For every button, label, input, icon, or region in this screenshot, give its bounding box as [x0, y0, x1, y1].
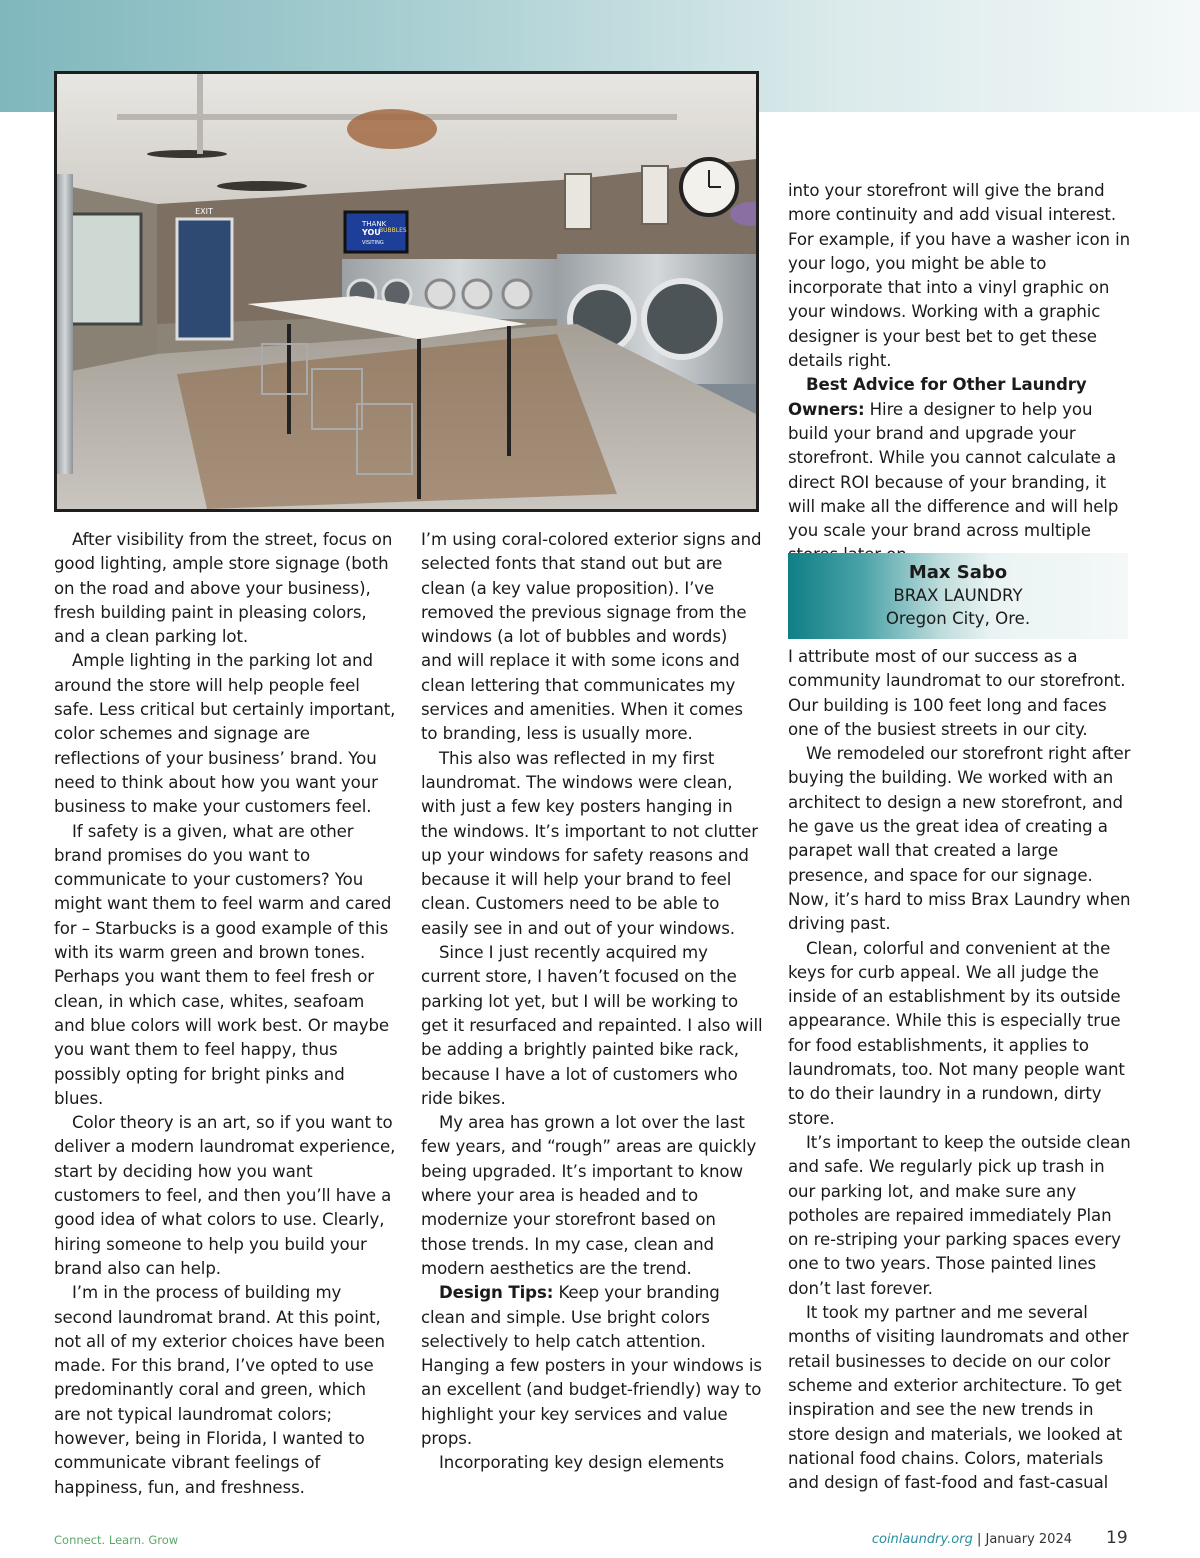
paragraph: It took my partner and me several months of visiting laundromats and other retail businesses to decide on our color scheme and exterior architecture. To get inspiration and see the new trends in store design and materials, we looked at national food chains. Colors, materials and design of fast-food and fast-casual — [788, 1303, 1129, 1493]
footer-site-link[interactable]: coinlaundry.org — [871, 1532, 973, 1547]
exit-sign: EXIT — [195, 207, 213, 216]
footer-info — [872, 1532, 1072, 1547]
best-advice-heading: Best Advice for Other Laundry Owners: — [788, 375, 1087, 419]
profile-company: BRAX LAUNDRY — [893, 586, 1023, 605]
paragraph: Ample lighting in the parking lot and around the store will help people feel safe. Less critical but certainly important, color schemes and signage are reflections of your business’ brand. You need to think about how you want your business to make your customers feel. — [54, 651, 396, 817]
design-tips-paragraph: Design Tips: Keep your branding clean and simple. Use bright colors selectively to help catch attention. Hanging a few posters in your windows is an excellent (and budget-friendly) way to highlight your key services and value props. — [421, 1283, 762, 1448]
footer-tagline: Connect. Learn. Grow — [54, 1533, 179, 1547]
paragraph: Incorporating key design elements — [439, 1453, 725, 1473]
design-tips-heading: Design Tips: — [439, 1283, 554, 1303]
article-column-1 — [54, 528, 396, 1500]
paragraph: My area has grown a lot over the last few years, and “rough” areas are quickly being upgraded. It’s important to know where your area is headed and to modernize your storefront based on those trends. In my case, clean and modern aesthetics are the trend. — [421, 1113, 757, 1278]
paragraph: Since I just recently acquired my current store, I haven’t focused on the parking lot yet, but I will be working to get it resurfaced and repainted. I also will be adding a brightly painted bike rack, because I have a lot of customers who ride bikes. — [421, 943, 763, 1108]
svg-text:VISITING: VISITING — [362, 240, 384, 246]
page-number: 19 — [1106, 1528, 1128, 1548]
paragraph: We remodeled our storefront right after buying the building. We worked with an architect to design a new storefront, and he gave us the great idea of creating a parapet wall that created a large presence, and space for our signage. Now, it’s hard to miss Brax Laundry when driving past. — [788, 744, 1131, 934]
article-column-2 — [421, 528, 763, 1476]
svg-text:THANK: THANK — [362, 220, 387, 228]
svg-text:YOU: YOU — [362, 228, 381, 237]
paragraph: Color theory is an art, so if you want to deliver a modern laundromat experience, start by deciding how you want customers to feel, and then you’ll have a good idea of what colors to use. Clearly, hiring someone to help you build your brand also can help. — [54, 1113, 396, 1278]
article-column-3-top — [788, 179, 1133, 568]
paragraph: Clean, colorful and convenient at the keys for curb appeal. We all judge the inside of an establishment by its outside appearance. While this is especially true for food establishments, it applies to laundromats, too. Not many people want to do their laundry in a rundown, dirty store. — [788, 938, 1125, 1128]
footer-issue: January 2024 — [985, 1532, 1072, 1547]
best-advice-paragraph: Best Advice for Other Laundry Owners: Hire a designer to help you build your brand and upgrade your storefront. While you cannot calculate a direct ROI because of your branding, it will make all the difference and will help you scale your brand across multiple — [788, 375, 1119, 541]
paragraph: I attribute most of our success as a community laundromat to our storefront. Our building is 100 feet long and faces one of the busiest streets in our city. — [788, 647, 1126, 739]
paragraph: If safety is a given, what are other brand promises do you want to communicate to your customers? You might want them to feel warm and cared for – Starbucks is a good example of this with its warm green and brown tones. Perhaps you want them to feel fresh or clean, in which case, whites, seafoam and blue colors will work best. Or maybe you want them to feel happy, thus possibly opting for bright pinks and blues. — [54, 821, 392, 1108]
profile-name: Max Sabo — [908, 562, 1008, 583]
paragraph: After visibility from the street, focus on good lighting, ample store signage (both on the road and above your business), fresh building paint in pleasing colors, and a clean parking lot. — [54, 530, 393, 647]
paragraph: This also was reflected in my first laundromat. The windows were clean, with just a few key posters hanging in the windows. It’s important to not clutter up your windows for safety reasons and because it will help your brand to feel clean. Customers need to be able to easily see in and out of your windows. — [421, 748, 758, 938]
profile-box — [788, 553, 1128, 639]
svg-text:BUBBLES: BUBBLES — [379, 227, 407, 234]
paragraph: I’m using coral-colored exterior signs and selected fonts that stand out but are clean (a key value proposition). I’ve removed the previous signage from the windows (a lot of bubbles and words) and will replace it with some icons and clean lettering that communicates my services and amenities. When it comes to branding, less is usually more. — [421, 530, 762, 744]
paragraph: It’s important to keep the outside clean and safe. We regularly pick up trash in our parking lot, and make sure any potholes are repaired immediately Plan on re-striping your parking spaces every one to two years. Those painted lines don’t last forever. — [788, 1132, 1131, 1298]
paragraph: I’m in the process of building my second laundromat brand. At this point, not all of my exterior choices have been made. For this brand, I’ve opted to use predominantly coral and green, which are not typical laundromat colors; however, being in Florida, I wanted to communicate vibrant feelings of happiness, fun, and freshness. — [54, 1283, 385, 1497]
article-column-3-bottom — [788, 645, 1133, 1495]
footer-separator: | — [976, 1532, 982, 1547]
profile-location: Oregon City, Ore. — [885, 609, 1031, 628]
paragraph: into your storefront will give the brand more continuity and add visual interest. For example, if you have a washer icon in your logo, you might be able to incorporate that into a vinyl graphic on your windows. Working with a graphic designer is your best bet to get these details right. — [788, 181, 1131, 371]
laundromat-interior-photo — [54, 71, 759, 512]
